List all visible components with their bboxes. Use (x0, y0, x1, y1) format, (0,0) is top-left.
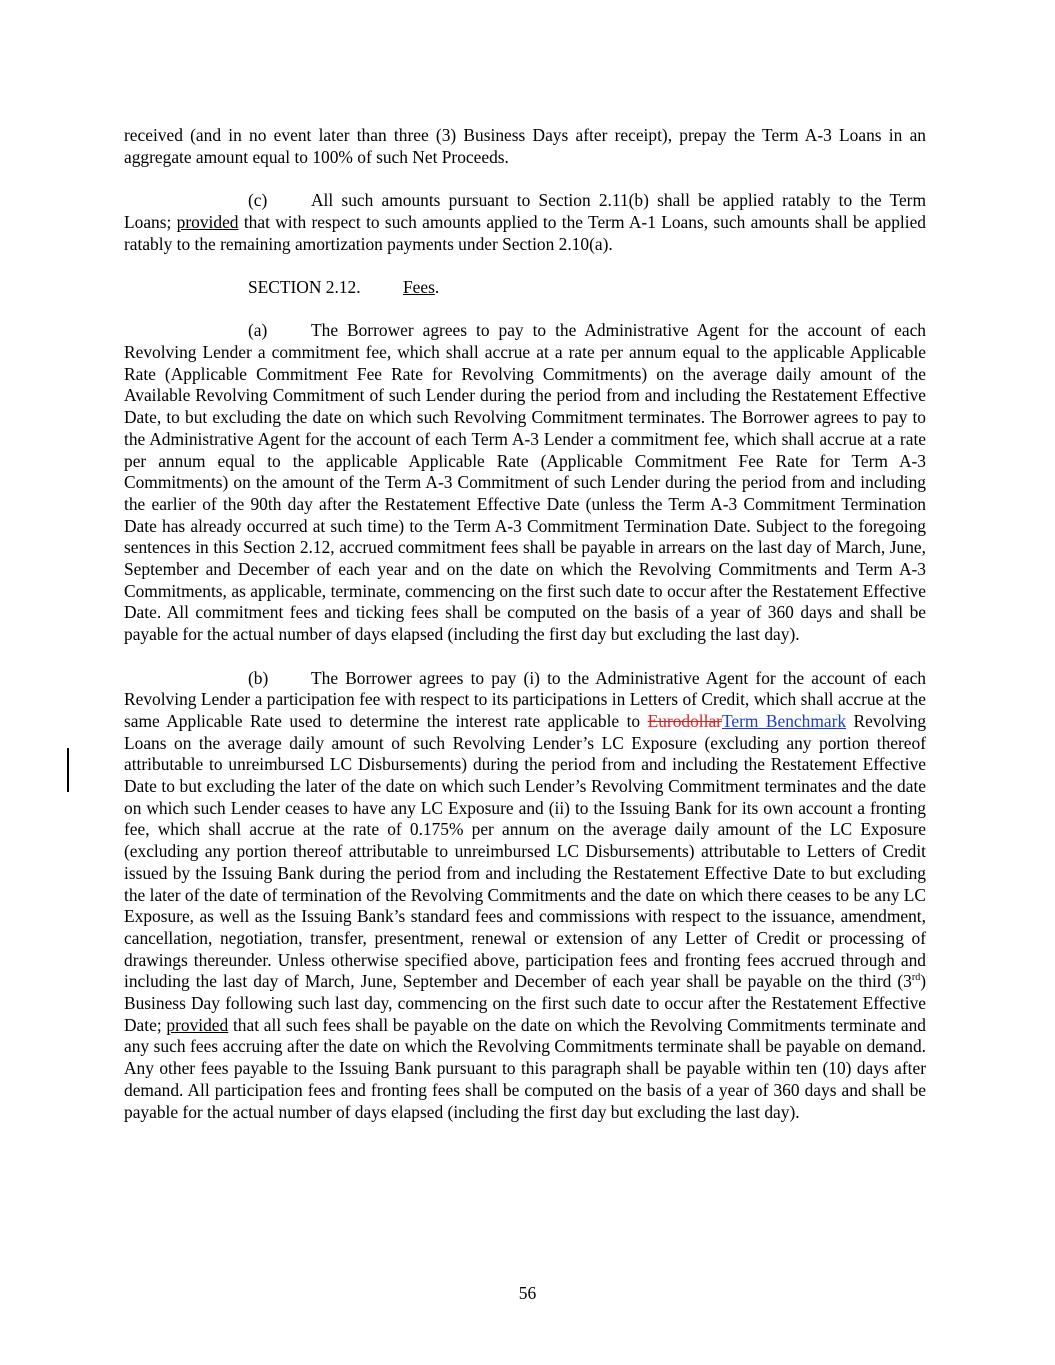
paragraph-continuation (124, 125, 926, 168)
paragraph-gap (124, 299, 926, 321)
deleted-text: Eurodollar (647, 710, 722, 731)
section-title-period: . (434, 276, 440, 297)
paragraph-b (124, 668, 926, 1124)
paragraph-b-text-1: The Borrower agrees to pay (i) to the Administrative Agent for the account of each Revolving Lender a participation fee with respect to its participations in Letters of Credit, which shall accrue at the same Applicable Rate used to determine the interest rate applicable to (124, 667, 926, 731)
paragraph-a (124, 320, 926, 646)
paragraph-c-text-2: that with respect to such amounts applied to the Term A-1 Loans, such amounts shall be applied ratably to the remaining amortization payments under Section 2.10(a). (124, 211, 926, 254)
section-heading (124, 277, 926, 299)
paragraph-c (124, 190, 926, 255)
paragraph-gap (124, 168, 926, 190)
paragraph-gap (124, 646, 926, 668)
revision-change-bar (67, 748, 69, 792)
paragraph-gap (124, 255, 926, 277)
paragraph-b-text-4: that all such fees shall be payable on the date on which the Revolving Commitments terminate and any such fees accruing after the date on which the Revolving Commitments terminate shall be payable on demand. Any other fees payable to the Issuing Bank pursuant to this paragraph shall be payable within ten (10) days after demand. All participation fees and fronting fees shall be computed on the basis of a year of 360 days and shall be payable for the actual number of days elapsed (including the first day but excluding the last day). (124, 1014, 926, 1122)
paragraph-b-label: (b) (248, 667, 269, 688)
paragraph-b-text-3: ) Business Day following such last day, commencing on the first such date to occur after the Restatement Effective Date; (124, 971, 926, 1035)
section-title: Fees (403, 276, 435, 297)
document-body (124, 125, 926, 1123)
paragraph-b-provided: provided (166, 1014, 229, 1035)
paragraph-c-provided: provided (176, 211, 239, 232)
ordinal-superscript: rd (911, 972, 921, 984)
inserted-text: Term Benchmark (721, 710, 847, 731)
page-number: 56 (518, 1283, 537, 1303)
section-number: SECTION 2.12. (248, 276, 361, 297)
paragraph-a-text: The Borrower agrees to pay to the Administrative Agent for the account of each Revolving Lender a commitment fee, which shall accrue at a rate per annum equal to the applicable Applicable Rate (Applicable Commitment Fee Rate for Revolving Commitments) on the average daily amount of the Available Revolving Commitment of such Lender during the period from and including the Restatement Effective Date, to but excluding the date on which such Revolving Commitment terminates. The Borrower agrees to pay to the Administrative Agent for the account of each Term A-3 Lender a commitment fee, which shall accrue at a rate per annum equal to the applicable Applicable Rate (Applicable Commitment Fee Rate for Term A-3 Commitments) on the amount of the Term A-3 Commitment of such Lender during the period from and including the earlier of the 90th day after the Restatement Effective Date (unless the Term A-3 Commitment Termination Date has already occurred at such time) to the Term A-3 Commitment Termination Date. Subject to the foregoing sentences in this Section 2.12, accrued commitment fees shall be payable in arrears on the last day of March, June, September and December of each year and on the date on which the Revolving Commitments and Term A-3 Commitments, as applicable, terminate, commencing on the first such date to occur after the Restatement Effective Date. All commitment fees and ticking fees shall be computed on the basis of a year of 360 days and shall be payable for the actual number of days elapsed (including the first day but excluding the last day). (124, 320, 926, 645)
paragraph-continuation-text: received (and in no event later than three (3) Business Days after receipt), prepay the Term A-3 Loans in an aggregate amount equal to 100% of such Net Proceeds. (124, 125, 926, 167)
paragraph-c-text-1: All such amounts pursuant to Section 2.11(b) shall be applied ratably to the Term Loans; (124, 190, 926, 232)
paragraph-c-label: (c) (248, 190, 268, 211)
paragraph-b-text-2: Revolving Loans on the average daily amount of such Revolving Lender’s LC Exposure (excluding any portion thereof attributable to unreimbursed LC Disbursements) during the period from and including the Restatement Effective Date to but excluding the later of the date on which such Lender’s Revolving Commitment terminates and the date on which such Lender ceases to have any LC Exposure and (ii) to the Issuing Bank for its own account a fronting fee, which shall accrue at the rate of 0.175% per annum on the average daily amount of the LC Exposure (excluding any portion thereof attributable to unreimbursed LC Disbursements) attributable to Letters of Credit issued by the Issuing Bank during the period from and including the Restatement Effective Date to but excluding the later of the date of termination of the Revolving Commitments and the date on which there ceases to be any LC Exposure, as well as the Issuing Bank’s standard fees and commissions with respect to the issuance, amendment, cancellation, negotiation, transfer, presentment, renewal or extension of any Letter of Credit or processing of drawings thereunder. Unless otherwise specified above, participation fees and fronting fees accrued through and including the last day of March, June, September and December of each year shall be payable on the third (3 (124, 710, 927, 992)
paragraph-a-label: (a) (248, 320, 268, 341)
